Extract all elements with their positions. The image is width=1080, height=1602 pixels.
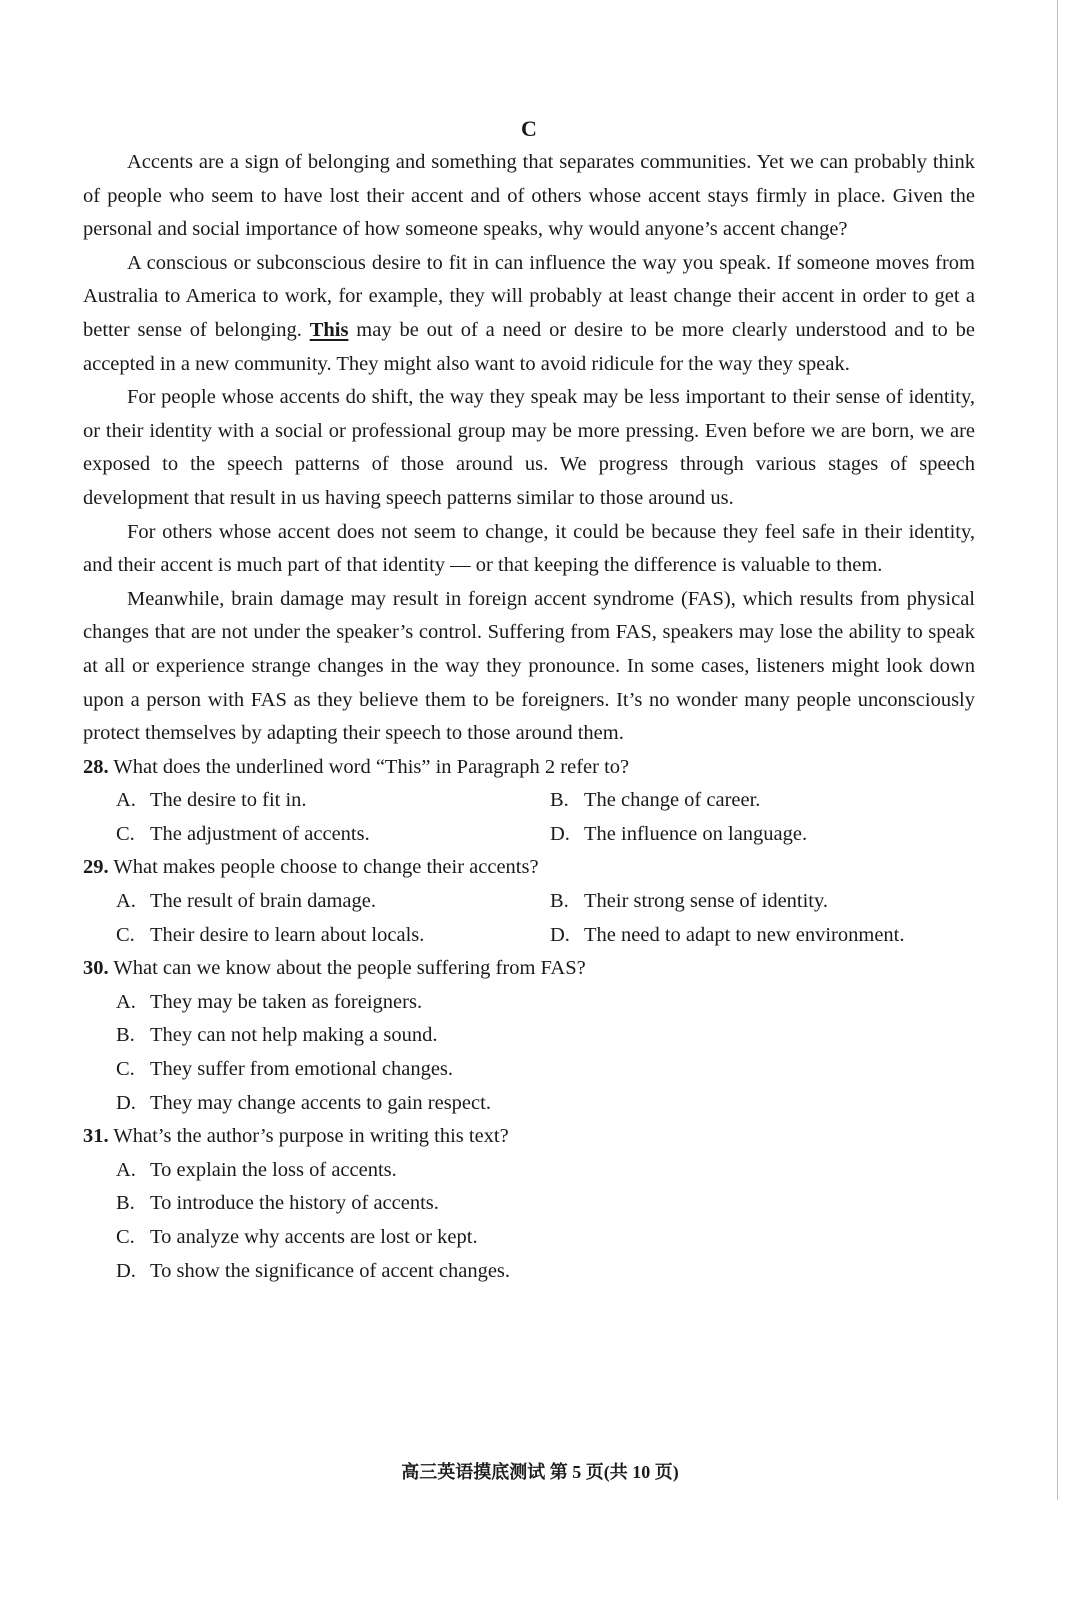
option-c[interactable]: C. Their desire to learn about locals. [116,923,425,946]
option-d[interactable]: D. The influence on language. [550,822,808,845]
option-c[interactable]: C. The adjustment of accents. [116,822,370,845]
option-d[interactable]: D. The need to adapt to new environment. [550,923,905,946]
question-number: 30. [83,957,109,980]
option-b[interactable]: B. Their strong sense of identity. [550,890,829,913]
question-stem [83,952,975,986]
passage [83,146,975,751]
question-stem [83,1120,975,1154]
underlined-keyword: This [309,318,349,341]
option-d[interactable]: D. To show the significance of accent changes. [116,1259,511,1282]
page-footer: 高三英语摸底测试 第 5 页(共 10 页) [401,1462,679,1482]
exam-page [83,112,975,1288]
page-edge-line [1057,0,1058,1500]
paragraph-5: Meanwhile, brain damage may result in foreign accent syndrome (FAS), which results from physical changes that are not under the speaker’s control. Suffering from FAS, speakers may lose the ability to speak at all or experience strange changes in the way they pronounce. In some cases, listeners might look down upon a person with FAS as they believe them to be foreigners. It’s no wonder many people unconsciously protect themselves by adapting their speech to those around them. [83,587,975,745]
question-text: What makes people choose to change their accents? [113,856,539,879]
option-c[interactable]: C. They suffer from emotional changes. [116,1058,454,1081]
question-stem [83,851,975,885]
question-number: 31. [83,1125,109,1148]
options [83,784,975,851]
question-stem [83,751,975,785]
paragraph-3: For people whose accents do shift, the way they speak may be less important to their sense of identity, or their identity with a social or professional group may be more pressing. Even before we are born, we are exposed to the speech patterns of those around us. We progress through various stages of speech development that result in us having speech patterns similar to those around us. [83,386,975,509]
question-28 [83,751,975,852]
options [83,885,975,952]
option-b[interactable]: B. They can not help making a sound. [116,1024,438,1047]
option-a[interactable]: A. They may be taken as foreigners. [116,990,423,1013]
question-31 [83,1120,975,1288]
question-number: 28. [83,755,109,778]
option-b[interactable]: B. The change of career. [550,789,761,812]
question-text: What’s the author’s purpose in writing this text? [113,1125,509,1148]
section-heading: C [521,116,537,141]
paragraph-4: For others whose accent does not seem to change, it could be because they feel safe in their identity, and their accent is much part of that identity — or that keeping the difference is valuable to them. [83,520,975,577]
question-text: What can we know about the people suffering from FAS? [113,957,586,980]
paragraph-2-before: A conscious or subconscious desire to fit in can influence the way you speak. If someone moves from Australia to America to work, for example, they will probably at least change their accent in order to get a better sense of belonging. [83,251,975,341]
option-a[interactable]: A. The desire to fit in. [116,789,307,812]
option-d[interactable]: D. They may change accents to gain respect. [116,1091,491,1114]
paragraph-2-after: may be out of a need or desire to be more clearly understood and to be accepted in a new community. They might also want to avoid ridicule for the way they speak. [83,318,975,375]
paragraph-2 [83,247,975,381]
option-a[interactable]: A. To explain the loss of accents. [116,1158,397,1181]
option-a[interactable]: A. The result of brain damage. [116,890,376,913]
options [83,986,975,1120]
option-c[interactable]: C. To analyze why accents are lost or kept. [116,1226,478,1248]
option-b[interactable]: B. To introduce the history of accents. [116,1192,439,1215]
paragraph-1: Accents are a sign of belonging and something that separates communities. Yet we can probably think of people who seem to have lost their accent and of others whose accent stays firmly in place. Given the personal and social importance of how someone speaks, why would anyone’s accent change? [83,151,975,241]
question-29 [83,851,975,952]
question-text: What does the underlined word “This” in Paragraph 2 refer to? [113,755,630,778]
options [83,1154,975,1288]
question-30 [83,952,975,1120]
question-number: 29. [83,856,109,879]
